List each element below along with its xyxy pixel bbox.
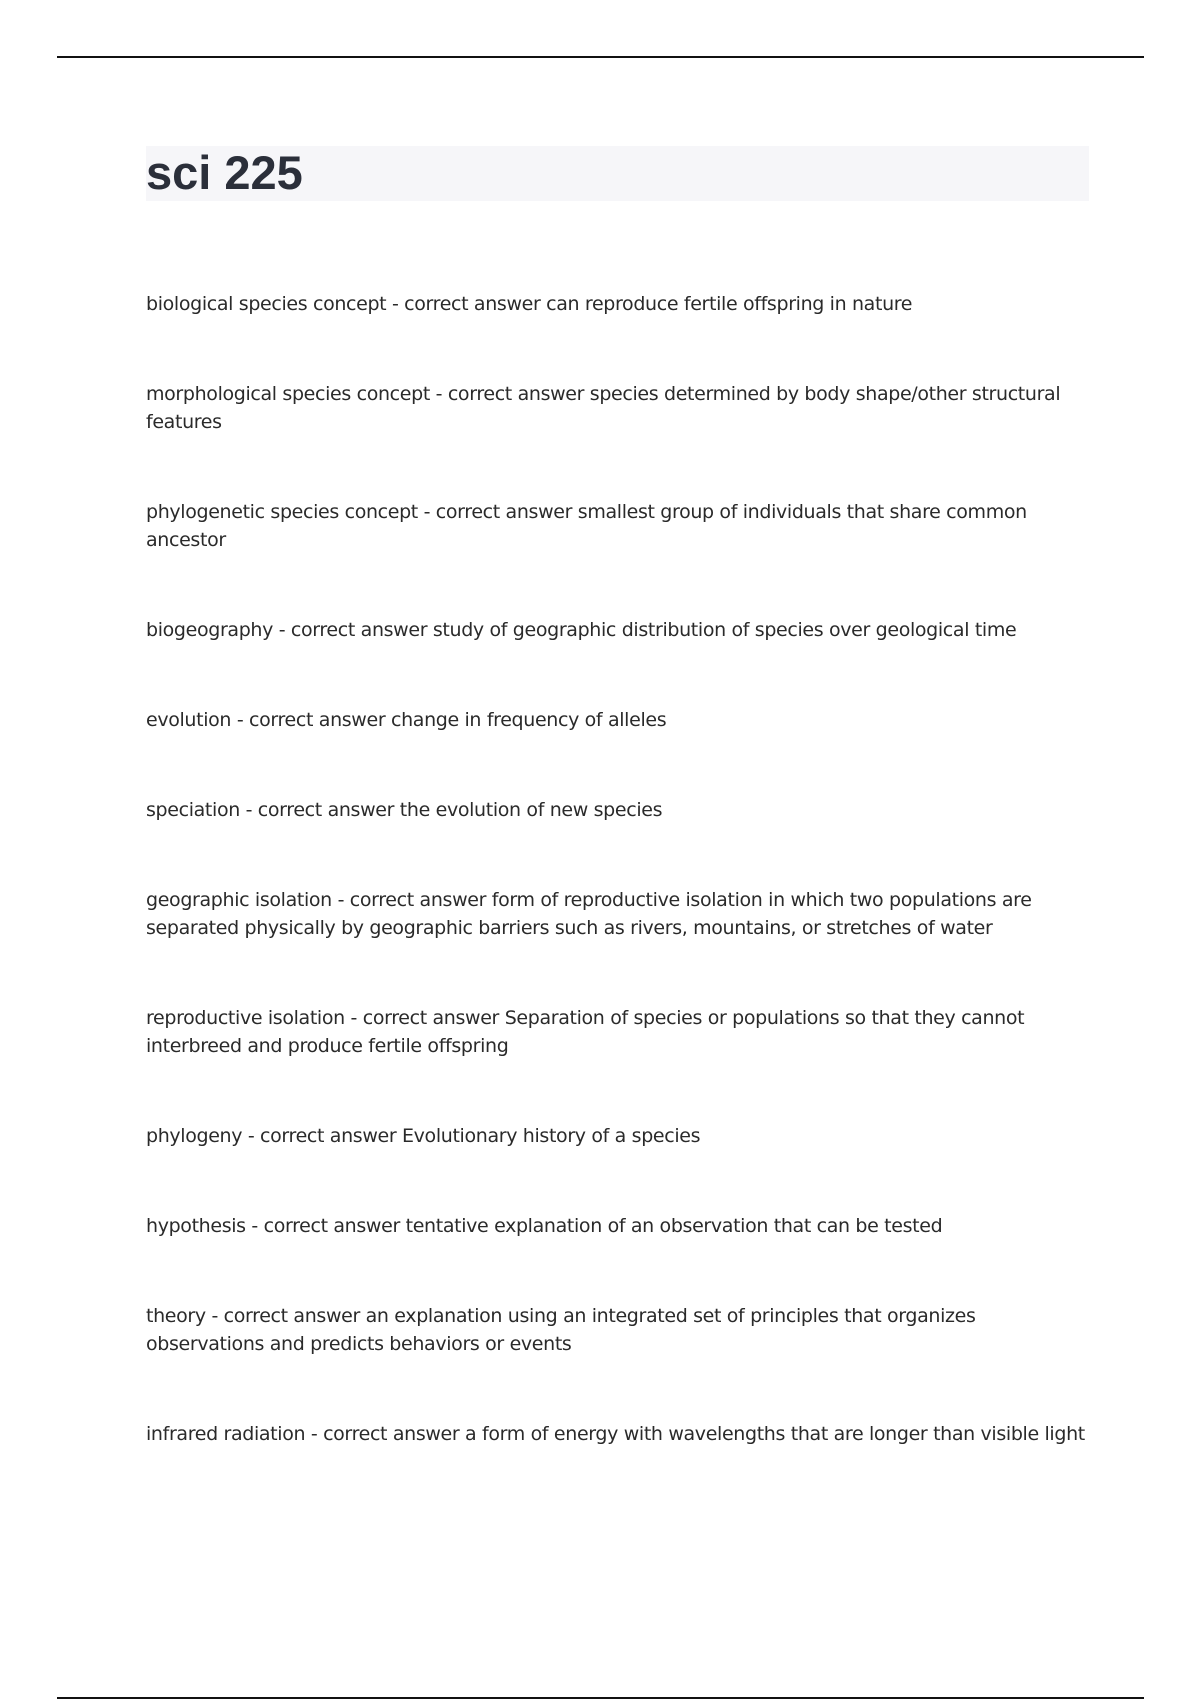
entry-speciation: speciation - correct answer the evolution of new species [146, 799, 663, 821]
entry-infrared-radiation: infrared radiation - correct answer a form of energy with wavelengths that are longer than visible light [146, 1423, 1085, 1445]
entry-biological-species-concept: biological species concept - correct answer can reproduce fertile offspring in nature [146, 293, 913, 315]
bottom-rule [57, 1697, 1144, 1699]
entry-list [146, 290, 1096, 1510]
entry-biogeography: biogeography - correct answer study of geographic distribution of species over geological time [146, 619, 1017, 641]
entry-evolution: evolution - correct answer change in frequency of alleles [146, 709, 667, 731]
top-rule [57, 56, 1144, 58]
entry-theory: theory - correct answer an explanation using an integrated set of principles that organizes observations and predicts behaviors or events [146, 1305, 976, 1355]
entry-phylogenetic-species-concept: phylogenetic species concept - correct answer smallest group of individuals that share common ancestor [146, 501, 1027, 551]
entry-reproductive-isolation: reproductive isolation - correct answer Separation of species or populations so that they cannot interbreed and produce fertile offspring [146, 1007, 1025, 1057]
entry-morphological-species-concept: morphological species concept - correct answer species determined by body shape/other structural features [146, 383, 1061, 433]
entry-hypothesis: hypothesis - correct answer tentative explanation of an observation that can be tested [146, 1215, 943, 1237]
page-title: sci 225 [146, 146, 303, 199]
entry-phylogeny: phylogeny - correct answer Evolutionary history of a species [146, 1125, 701, 1147]
entry-geographic-isolation: geographic isolation - correct answer form of reproductive isolation in which two populations are separated physically by geographic barriers such as rivers, mountains, or stretches of water [146, 889, 1032, 939]
